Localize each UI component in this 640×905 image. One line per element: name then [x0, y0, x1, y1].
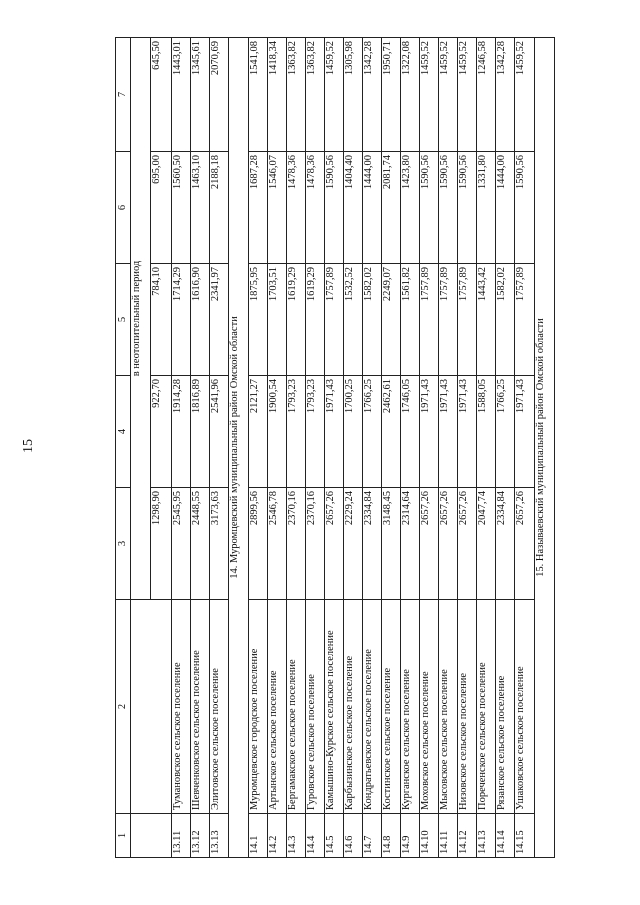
value-cell: 2545,95 — [171, 488, 190, 600]
value-cell: 1971,43 — [458, 376, 477, 488]
value-cell: 1532,52 — [344, 264, 363, 376]
value-cell: 2657,26 — [420, 488, 439, 600]
value-cell: 1971,43 — [325, 376, 344, 488]
value-cell: 1298,90 — [151, 488, 171, 600]
value-cell: 1345,61 — [190, 38, 209, 152]
settlement-name-cell: Рязанское сельское поселение — [496, 600, 515, 814]
value-cell: 1363,82 — [287, 38, 306, 152]
value-cell: 1418,34 — [268, 38, 287, 152]
row-number-cell: 14.8 — [382, 814, 401, 858]
value-cell: 2314,64 — [401, 488, 420, 600]
header-cell: 1 — [116, 814, 131, 858]
value-cell: 1619,29 — [306, 264, 325, 376]
value-cell: 1305,98 — [344, 38, 363, 152]
value-cell: 1766,25 — [363, 376, 382, 488]
value-cell: 2546,78 — [268, 488, 287, 600]
row-number-cell: 14.11 — [439, 814, 458, 858]
row-number-cell: 14.5 — [325, 814, 344, 858]
header-cell: 6 — [116, 152, 131, 264]
row-number-cell: 14.4 — [306, 814, 325, 858]
value-cell: 1590,56 — [420, 152, 439, 264]
tariff-table — [115, 37, 555, 858]
value-cell: 1971,43 — [515, 376, 534, 488]
value-cell: 1971,43 — [420, 376, 439, 488]
section-row — [228, 38, 248, 858]
value-cell: 2657,26 — [515, 488, 534, 600]
value-cell: 1700,25 — [344, 376, 363, 488]
settlement-name-cell: Ушаковское сельское поселение — [515, 600, 534, 814]
value-cell: 2541,96 — [209, 376, 228, 488]
value-cell: 1444,00 — [363, 152, 382, 264]
header-cell: 3 — [116, 488, 131, 600]
value-cell: 1875,95 — [249, 264, 268, 376]
empty-cell — [131, 600, 172, 814]
value-cell: 1816,89 — [190, 376, 209, 488]
row-number-cell: 13.11 — [171, 814, 190, 858]
value-cell: 2334,84 — [363, 488, 382, 600]
table-row — [363, 38, 382, 858]
value-cell: 645,50 — [151, 38, 171, 152]
value-cell: 1746,05 — [401, 376, 420, 488]
value-cell: 1459,52 — [458, 38, 477, 152]
rotated-table-container — [115, 38, 555, 858]
value-cell: 2657,26 — [325, 488, 344, 600]
value-cell: 1582,02 — [496, 264, 515, 376]
table-row — [515, 38, 534, 858]
value-cell: 1443,42 — [477, 264, 496, 376]
table-row — [382, 38, 401, 858]
value-cell: 1714,29 — [171, 264, 190, 376]
table-row — [268, 38, 287, 858]
table-row — [209, 38, 228, 858]
row-number-cell: 14.3 — [287, 814, 306, 858]
value-cell: 1561,82 — [401, 264, 420, 376]
value-cell: 1590,56 — [515, 152, 534, 264]
value-cell: 2047,74 — [477, 488, 496, 600]
table-row — [458, 38, 477, 858]
settlement-name-cell: Пореченское сельское поселение — [477, 600, 496, 814]
value-cell: 2081,74 — [382, 152, 401, 264]
row-number-cell: 14.13 — [477, 814, 496, 858]
header-cell: 4 — [116, 376, 131, 488]
table-row — [401, 38, 420, 858]
value-cell: 2657,26 — [458, 488, 477, 600]
value-cell: 922,70 — [151, 376, 171, 488]
table-row — [325, 38, 344, 858]
value-cell: 1616,90 — [190, 264, 209, 376]
settlement-name-cell: Мысовское сельское поселение — [439, 600, 458, 814]
row-number-cell: 14.10 — [420, 814, 439, 858]
header-cell: 5 — [116, 264, 131, 376]
settlement-name-cell: Камышино-Курское сельское поселение — [325, 600, 344, 814]
value-cell: 1459,52 — [420, 38, 439, 152]
row-number-cell: 14.14 — [496, 814, 515, 858]
value-cell: 1588,05 — [477, 376, 496, 488]
value-cell: 695,00 — [151, 152, 171, 264]
period-label: в неотопительный период — [131, 38, 151, 600]
value-cell: 1619,29 — [287, 264, 306, 376]
value-cell: 1590,56 — [439, 152, 458, 264]
value-cell: 1322,08 — [401, 38, 420, 152]
value-cell: 1444,00 — [496, 152, 515, 264]
row-number-cell: 13.13 — [209, 814, 228, 858]
value-cell: 1971,43 — [439, 376, 458, 488]
value-cell: 1459,52 — [325, 38, 344, 152]
settlement-name-cell: Моховское сельское поселение — [420, 600, 439, 814]
value-cell: 1793,23 — [306, 376, 325, 488]
settlement-name-cell: Шевченковское сельское поселение — [190, 600, 209, 814]
row-number-cell: 14.7 — [363, 814, 382, 858]
value-cell: 2334,84 — [496, 488, 515, 600]
period-row — [131, 38, 151, 858]
header-cell: 2 — [116, 600, 131, 814]
value-cell: 1478,36 — [306, 152, 325, 264]
row-number-cell: 14.6 — [344, 814, 363, 858]
group-14-body — [249, 38, 534, 858]
settlement-name-cell: Курганское сельское поселение — [401, 600, 420, 814]
row-number-cell: 14.1 — [249, 814, 268, 858]
settlement-name-cell: Элитовское сельское поселение — [209, 600, 228, 814]
value-cell: 1342,28 — [496, 38, 515, 152]
value-cell: 1950,71 — [382, 38, 401, 152]
value-cell: 1463,10 — [190, 152, 209, 264]
settlement-name-cell: Кондратьевское сельское поселение — [363, 600, 382, 814]
value-cell: 2462,61 — [382, 376, 401, 488]
value-cell: 1246,58 — [477, 38, 496, 152]
settlement-name-cell: Артынское сельское поселение — [268, 600, 287, 814]
value-cell: 1459,52 — [515, 38, 534, 152]
row-number-cell: 14.2 — [268, 814, 287, 858]
value-cell: 1766,25 — [496, 376, 515, 488]
value-cell: 2229,24 — [344, 488, 363, 600]
table-row — [439, 38, 458, 858]
value-cell: 1687,28 — [249, 152, 268, 264]
value-cell: 1900,54 — [268, 376, 287, 488]
value-cell: 1404,40 — [344, 152, 363, 264]
section-title: 14. Муромцевский муниципальный район Омской области — [228, 38, 248, 858]
group-13-body — [171, 38, 228, 858]
settlement-name-cell: Костинское сельское поселение — [382, 600, 401, 814]
row-number-cell: 13.12 — [190, 814, 209, 858]
value-cell: 1459,52 — [439, 38, 458, 152]
value-cell: 2070,69 — [209, 38, 228, 152]
table-row — [190, 38, 209, 858]
empty-cell — [131, 814, 172, 858]
settlement-name-cell: Тумановское сельское поселение — [171, 600, 190, 814]
table-row — [171, 38, 190, 858]
value-cell: 1757,89 — [458, 264, 477, 376]
value-cell: 3148,45 — [382, 488, 401, 600]
value-cell: 1590,56 — [325, 152, 344, 264]
table-row — [344, 38, 363, 858]
value-cell: 1590,56 — [458, 152, 477, 264]
value-cell: 1757,89 — [420, 264, 439, 376]
value-cell: 1757,89 — [325, 264, 344, 376]
value-cell: 1363,82 — [306, 38, 325, 152]
table-row — [496, 38, 515, 858]
value-cell: 1757,89 — [515, 264, 534, 376]
table-row — [287, 38, 306, 858]
value-cell: 1546,07 — [268, 152, 287, 264]
value-cell: 1582,02 — [363, 264, 382, 376]
header-row — [116, 38, 131, 858]
value-cell: 1478,36 — [287, 152, 306, 264]
settlement-name-cell: Карбызинское сельское поселение — [344, 600, 363, 814]
page-number: 15 — [21, 439, 36, 453]
value-cell: 1703,51 — [268, 264, 287, 376]
table-row — [249, 38, 268, 858]
value-cell: 784,10 — [151, 264, 171, 376]
table-row — [306, 38, 325, 858]
value-cell: 2341,97 — [209, 264, 228, 376]
value-cell: 2121,27 — [249, 376, 268, 488]
settlement-name-cell: Гуровское сельское поселение — [306, 600, 325, 814]
row-number-cell: 14.9 — [401, 814, 420, 858]
settlement-name-cell: Муромцевское городское поселение — [249, 600, 268, 814]
value-cell: 1423,80 — [401, 152, 420, 264]
table-row — [477, 38, 496, 858]
value-cell: 1914,28 — [171, 376, 190, 488]
table-row — [420, 38, 439, 858]
value-cell: 1443,01 — [171, 38, 190, 152]
value-cell: 3173,63 — [209, 488, 228, 600]
value-cell: 2370,16 — [306, 488, 325, 600]
value-cell: 2370,16 — [287, 488, 306, 600]
value-cell: 2249,07 — [382, 264, 401, 376]
value-cell: 2657,26 — [439, 488, 458, 600]
section-title: 15. Называевский муниципальный район Омской области — [534, 38, 554, 858]
value-cell: 1793,23 — [287, 376, 306, 488]
value-cell: 2448,55 — [190, 488, 209, 600]
value-cell: 1342,28 — [363, 38, 382, 152]
value-cell: 2899,56 — [249, 488, 268, 600]
section-row — [534, 38, 554, 858]
row-number-cell: 14.15 — [515, 814, 534, 858]
settlement-name-cell: Низовское сельское поселение — [458, 600, 477, 814]
value-cell: 1541,08 — [249, 38, 268, 152]
value-cell: 1560,50 — [171, 152, 190, 264]
row-number-cell: 14.12 — [458, 814, 477, 858]
value-cell: 1757,89 — [439, 264, 458, 376]
value-cell: 1331,80 — [477, 152, 496, 264]
header-cell: 7 — [116, 38, 131, 152]
settlement-name-cell: Бергамакское сельское поселение — [287, 600, 306, 814]
value-cell: 2188,18 — [209, 152, 228, 264]
